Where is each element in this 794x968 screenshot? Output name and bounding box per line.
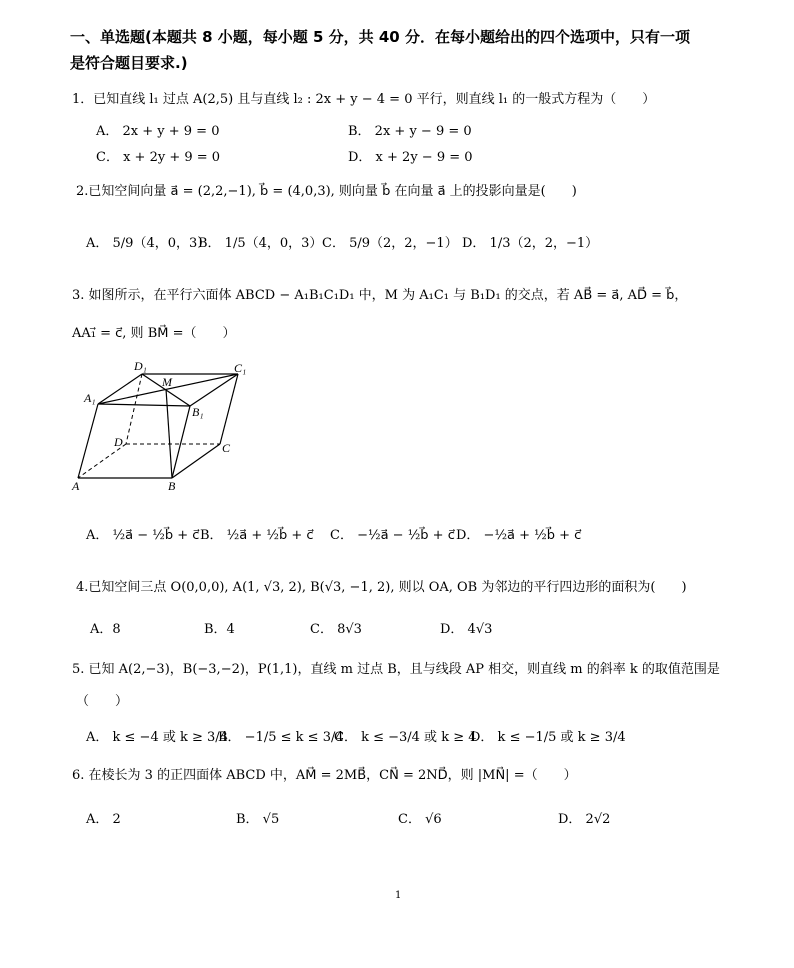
question-1-option-c: C． x + 2y + 9 = 0 xyxy=(96,150,221,165)
question-4-option-b: B．4 xyxy=(204,622,235,637)
question-5-option-a: A． k ≤ −4 或 k ≥ 3/4 xyxy=(86,730,228,745)
figure-label-a1: A₁ xyxy=(84,391,96,405)
figure-label-c: C xyxy=(222,441,231,455)
figure-label-c1: C₁ xyxy=(234,361,247,375)
section-heading-line1: 一、单选题(本题共 8 小题，每小题 5 分，共 40 分．在每小题给出的四个选项中，只有一项 xyxy=(70,28,690,46)
figure-label-m: M xyxy=(162,375,172,389)
question-6-option-b: B． √5 xyxy=(236,812,280,827)
question-3-option-d: D． −½a⃗ + ½b⃗ + c⃗ xyxy=(456,528,582,543)
question-2-stem: 2.已知空间向量 a⃗ = (2,2,−1), b⃗ = (4,0,3), 则向量 b⃗ 在向量 a⃗ 上的投影向量是( ) xyxy=(76,184,577,199)
question-5-option-c: C． k ≤ −3/4 或 k ≥ 4 xyxy=(334,730,477,745)
question-4-option-a: A．8 xyxy=(90,622,121,637)
question-1-option-a: A． 2x + y + 9 = 0 xyxy=(96,124,220,139)
question-6-option-c: C． √6 xyxy=(398,812,442,827)
question-5-option-d: D． k ≤ −1/5 或 k ≥ 3/4 xyxy=(470,730,626,745)
question-6-option-a: A． 2 xyxy=(86,812,121,827)
page-number: 1 xyxy=(395,890,402,901)
figure-label-b1: B₁ xyxy=(192,405,204,419)
question-1-option-d: D． x + 2y − 9 = 0 xyxy=(348,150,473,165)
question-2-option-d: D． 1/3（2，2，−1） xyxy=(462,236,599,251)
question-5-option-b: B． −1/5 ≤ k ≤ 3/4 xyxy=(218,730,344,745)
question-1-stem: 1．已知直线 l₁ 过点 A(2,5) 且与直线 l₂ : 2x + y − 4 = 0 平行，则直线 l₁ 的一般式方程为（ ） xyxy=(72,92,656,107)
question-4-option-d: D． 4√3 xyxy=(440,622,493,637)
question-2-option-b: B． 1/5（4，0，3） xyxy=(198,236,323,251)
question-3-stem-line2: AA₁⃗ = c⃗, 则 BM⃗ =（ ） xyxy=(72,326,236,341)
question-2-option-c: C． 5/9（2，2，−1） xyxy=(322,236,458,251)
question-3-option-a: A． ½a⃗ − ½b⃗ + c⃗ xyxy=(86,528,200,543)
figure-label-d1: D₁ xyxy=(134,359,147,373)
question-6-stem: 6. 在棱长为 3 的正四面体 ABCD 中，AM⃗ = 2MB⃗，CN⃗ = 2ND⃗，则 |MN⃗| =（ ） xyxy=(72,768,577,783)
question-3-option-c: C． −½a⃗ − ½b⃗ + c⃗ xyxy=(330,528,455,543)
question-4-option-c: C． 8√3 xyxy=(310,622,362,637)
question-5-stem-line2: （ ） xyxy=(76,694,129,709)
figure-label-d: D xyxy=(114,435,123,449)
question-6-option-d: D． 2√2 xyxy=(558,812,611,827)
question-5-stem-line1: 5. 已知 A(2,−3)，B(−3,−2)，P(1,1)，直线 m 过点 B，且与线段 AP 相交，则直线 m 的斜率 k 的取值范围是 xyxy=(72,662,720,677)
question-3-option-b: B． ½a⃗ + ½b⃗ + c⃗ xyxy=(200,528,314,543)
figure-label-a: A xyxy=(72,479,80,492)
figure-label-b: B xyxy=(168,479,176,492)
parallelepiped-figure xyxy=(70,356,250,492)
question-3-stem-line1: 3. 如图所示，在平行六面体 ABCD − A₁B₁C₁D₁ 中，M 为 A₁C₁ 与 B₁D₁ 的交点，若 AB⃗ = a⃗, AD⃗ = b⃗， xyxy=(72,288,688,303)
question-2-option-a: A． 5/9（4，0，3） xyxy=(86,236,211,251)
section-heading-line2: 是符合题目要求.) xyxy=(70,54,188,72)
question-1-option-b: B． 2x + y − 9 = 0 xyxy=(348,124,472,139)
question-4-stem: 4.已知空间三点 O(0,0,0), A(1, √3, 2), B(√3, −1, 2), 则以 OA, OB 为邻边的平行四边形的面积为( ) xyxy=(76,580,687,595)
